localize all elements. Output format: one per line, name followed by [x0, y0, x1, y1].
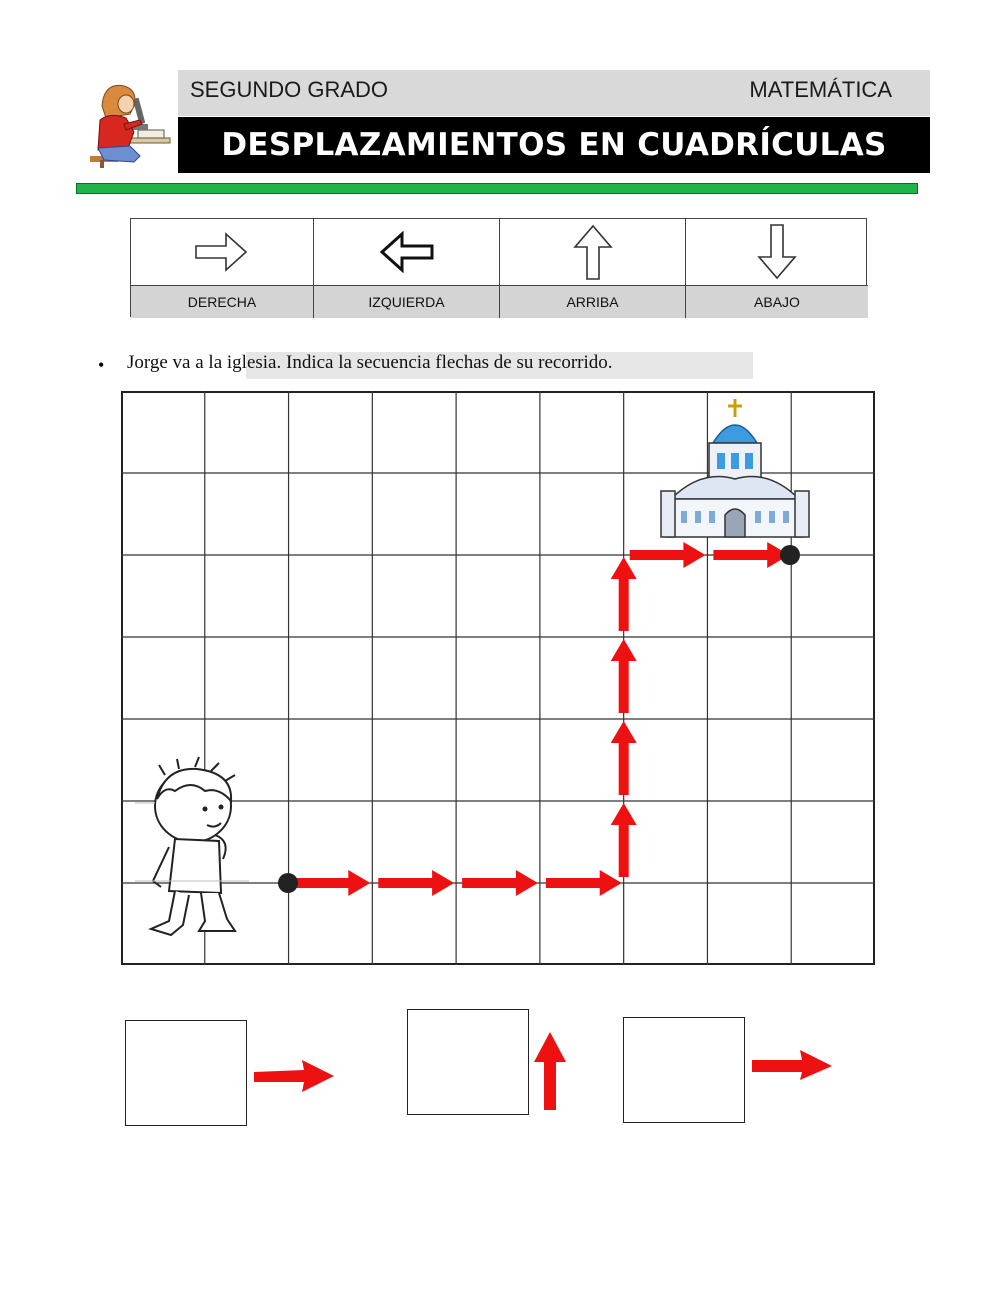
path-arrow-up	[611, 721, 637, 795]
legend-label-right: DERECHA	[131, 286, 314, 318]
path-arrow-up	[611, 639, 637, 713]
arrow-left-outline-icon	[378, 230, 436, 274]
answer-box-1[interactable]	[125, 1020, 247, 1126]
subject-label: MATEMÁTICA	[749, 77, 892, 102]
answer-arrow-1	[252, 1058, 338, 1094]
legend-label-left: IZQUIERDA	[314, 286, 500, 318]
legend-label-up: ARRIBA	[500, 286, 686, 318]
page-title: DESPLAZAMIENTOS EN CUADRÍCULAS	[221, 127, 887, 163]
legend-cell-right	[131, 219, 314, 286]
answer-arrow-2	[532, 1030, 568, 1112]
legend-cell-up	[500, 219, 686, 286]
legend-cell-left	[314, 219, 500, 286]
path-arrow-right	[295, 870, 371, 896]
instruction-text: Jorge va a la iglesia. Indica la secuencia flechas de su recorrido.	[127, 352, 613, 373]
path-arrow-up	[611, 557, 637, 631]
arrow-up-outline-icon	[571, 223, 615, 281]
legend-label-down: ABAJO	[686, 286, 868, 318]
arrow-down-outline-icon	[755, 223, 799, 281]
path-arrow-right	[462, 870, 538, 896]
title-bar	[178, 117, 930, 173]
bullet-point: •	[98, 355, 105, 375]
start-dot	[278, 873, 298, 893]
movement-grid	[121, 391, 875, 965]
arrow-right-outline-icon	[194, 230, 250, 274]
path-arrow-right	[546, 870, 622, 896]
answer-box-2[interactable]	[407, 1009, 529, 1115]
path-arrow-right	[713, 542, 789, 568]
grade-label: SEGUNDO GRADO	[190, 77, 389, 102]
path-arrow-right	[630, 542, 706, 568]
path-arrow-right	[378, 870, 454, 896]
church-icon	[661, 399, 809, 537]
answer-box-3[interactable]	[623, 1017, 745, 1123]
direction-legend	[130, 218, 867, 317]
goal-dot	[780, 545, 800, 565]
boy-icon	[135, 757, 249, 935]
path-arrow-up	[611, 803, 637, 877]
divider-rule	[76, 183, 918, 194]
scientist-microscope-icon	[84, 76, 172, 168]
legend-cell-down	[686, 219, 868, 286]
answer-arrow-3	[750, 1048, 836, 1084]
